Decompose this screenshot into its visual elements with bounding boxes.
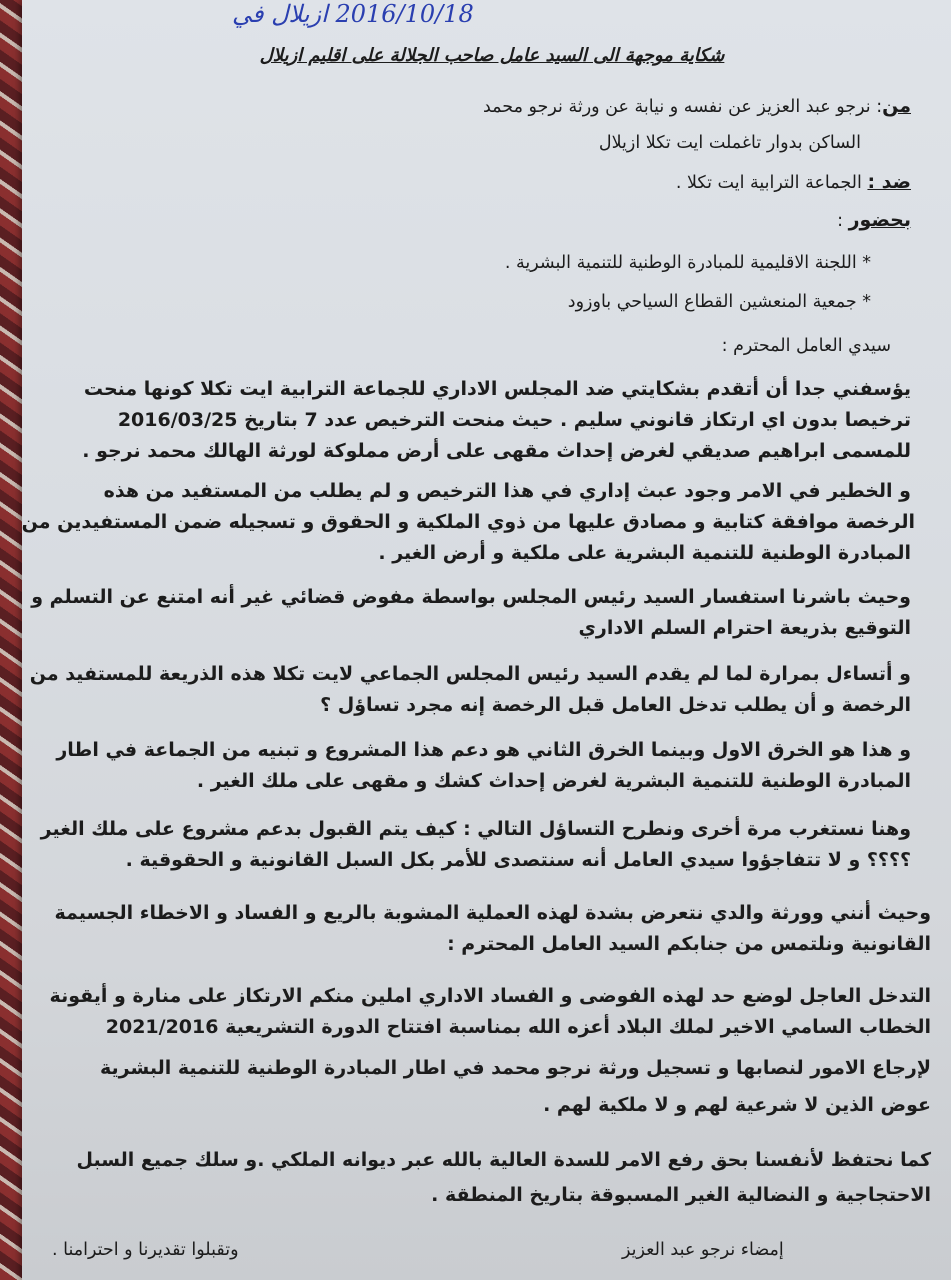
cc-item: * جمعية المنعشين القطاع السياحي باوزود: [567, 292, 871, 312]
closing: وتقبلوا تقديرنا و احترامنا .: [52, 1240, 239, 1260]
against-label: ضد :: [867, 171, 911, 193]
body-line: التدخل العاجل لوضع حد لهذه الفوضى و الفساد الاداري املين منكم الارتكاز على منارة و أيقونة: [49, 985, 931, 1007]
from-text: : نرجو عبد العزيز عن نفسه و نيابة عن ورثة نرجو محمد: [482, 97, 883, 117]
letter-paper: [22, 0, 951, 1280]
against-line: [676, 173, 911, 193]
body-line: وحيث باشرنا استفسار السيد رئيس المجلس بواسطة مفوض قضائي غير أنه امتنع عن التسلم و: [31, 586, 911, 608]
address-line: الساكن بدوار تاغملت ايت تكلا ازيلال: [598, 133, 861, 153]
body-line: و الخطير في الامر وجود عبث إداري في هذا الترخيص و لم يطلب من المستفيد من هذه: [103, 480, 911, 502]
letter-title: شكاية موجهة الى السيد عامل صاحب الجلالة على اقليم ازيلال: [259, 45, 725, 66]
cc-suffix: :: [837, 211, 849, 231]
from-line: [483, 97, 911, 117]
body-line: كما نحتفظ لأنفسنا بحق رفع الامر للسدة العالية بالله عبر ديوانه الملكي .و سلك جميع السبل: [76, 1149, 931, 1171]
body-line: يؤسفني جدا أن أتقدم بشكايتي ضد المجلس الاداري للجماعة الترابية ايت تكلا كونها منحت: [83, 378, 911, 400]
cc-label: بحضور: [848, 209, 911, 231]
body-line: الاحتجاجية و النضالية الغير المسبوقة بتاريخ المنطقة .: [431, 1184, 931, 1206]
from-label: من: [882, 95, 911, 117]
body-line: التوقيع بذريعة احترام السلم الاداري: [578, 617, 911, 639]
body-line: و أتساءل بمرارة لما لم يقدم السيد رئيس المجلس الجماعي لايت تكلا هذه الذريعة للمستفيد من: [29, 663, 911, 685]
salutation: سيدي العامل المحترم :: [721, 336, 891, 356]
body-line: المبادرة الوطنية للتنمية البشرية لغرض إحداث كشك و مقهى على ملك الغير .: [196, 770, 911, 792]
body-line: الرخصة و أن يطلب تدخل العامل قبل الرخصة إنه مجرد تساؤل ؟: [320, 694, 911, 716]
body-line: القانونية ونلتمس من جنابكم السيد العامل المحترم :: [447, 933, 931, 955]
body-line: وحيث أنني وورثة والدي نتعرض بشدة لهذه العملية المشوبة بالريع و الفساد و الاخطاء الجسيمة: [54, 902, 931, 924]
body-line: ترخيصا بدون اي ارتكاز قانوني سليم . حيث منحت الترخيص عدد 7 بتاريخ 2016/03/25: [117, 409, 911, 431]
body-line: و هذا هو الخرق الاول وبينما الخرق الثاني هو دعم هذا المشروع و تبنيه من الجماعة في اطار: [56, 739, 911, 761]
signature: إمضاء نرجو عبد العزيز: [622, 1240, 784, 1260]
against-text: الجماعة الترابية ايت تكلا .: [675, 173, 862, 193]
body-line: الخطاب السامي الاخير لملك البلاد أعزه الله بمناسبة افتتاح الدورة التشريعية 2021/2016: [105, 1016, 931, 1038]
handwritten-date: 2016/10/18 ازيلال في: [232, 0, 474, 28]
cc-item: * اللجنة الاقليمية للمبادرة الوطنية للتنمية البشرية .: [504, 253, 871, 273]
body-line: الرخصة موافقة كتابية و مصادق عليها من ذوي الملكية و الحقوق و تسجيله ضمن المستفيدين من: [21, 511, 915, 533]
body-line: للمسمى ابراهيم صديقي لغرض إحداث مقهى على أرض مملوكة لورثة الهالك محمد نرجو .: [82, 440, 911, 462]
body-line: المبادرة الوطنية للتنمية البشرية على ملكية و أرض الغير .: [378, 542, 911, 564]
body-line: لإرجاع الامور لنصابها و تسجيل ورثة نرجو محمد في اطار المبادرة الوطنية للتنمية البشرية: [100, 1057, 931, 1079]
body-line: عوض الذين لا شرعية لهم و لا ملكية لهم .: [543, 1094, 931, 1116]
body-line: ؟؟؟؟ و لا تتفاجؤوا سيدي العامل أنه سنتصدى للأمر بكل السبل القانونية و الحقوقية .: [125, 849, 911, 871]
cc-line: [837, 211, 911, 231]
body-line: وهنا نستغرب مرة أخرى ونطرح التساؤل التالي : كيف يتم القبول بدعم مشروع على ملك الغير: [40, 818, 911, 840]
